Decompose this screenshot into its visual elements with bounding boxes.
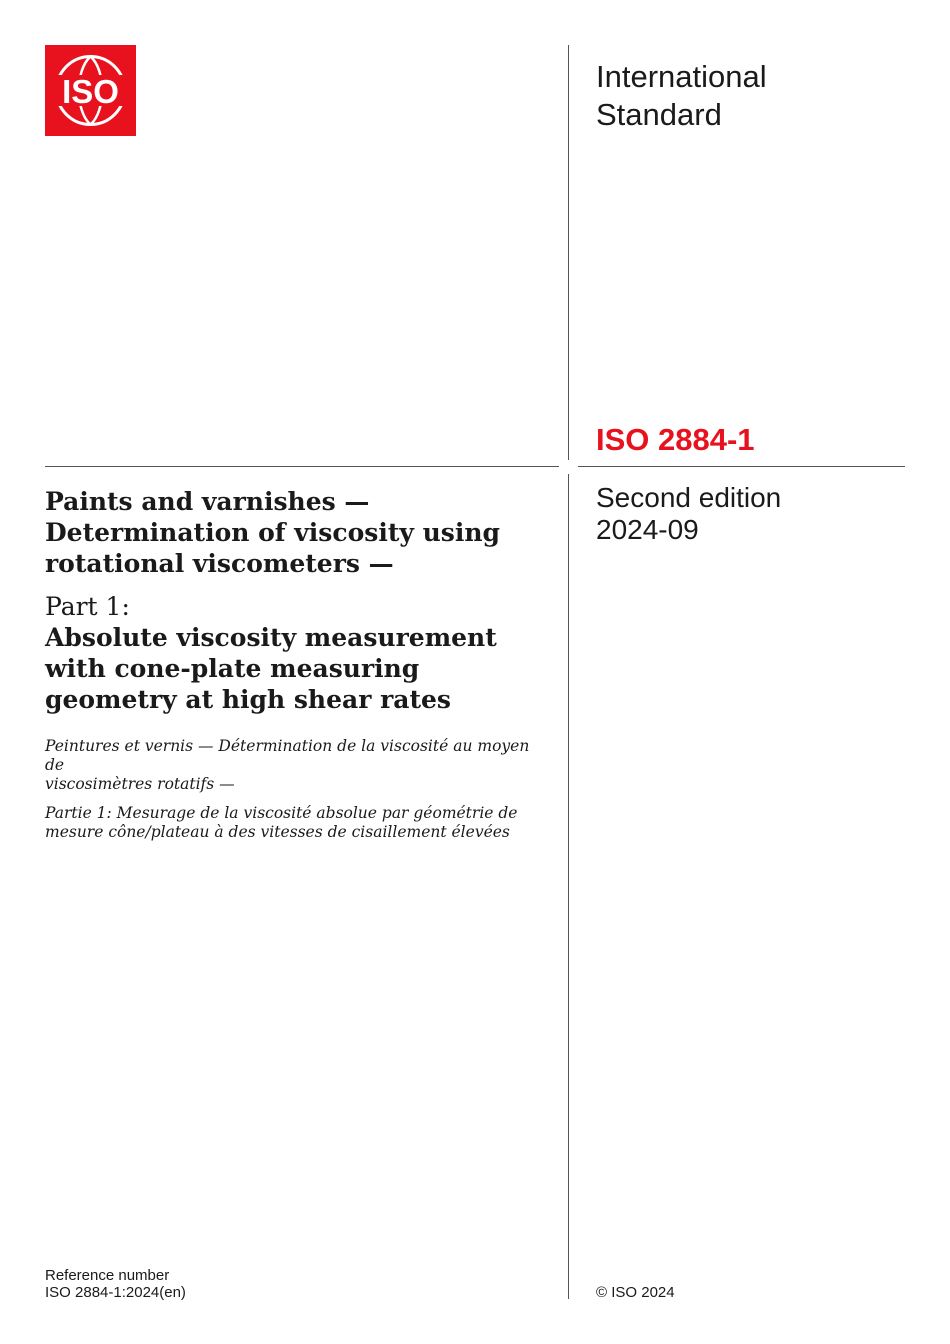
- document-type: [596, 58, 767, 134]
- main-title-line: Paints and varnishes —: [45, 487, 370, 516]
- french-part-line: Partie 1: Mesurage de la viscosité absolue par géométrie de: [45, 804, 518, 822]
- part-label: Part 1:: [45, 592, 130, 621]
- reference-number: [45, 1267, 186, 1301]
- part-title-line: Absolute viscosity measurement: [45, 623, 497, 652]
- edition-info: [596, 482, 781, 546]
- part-title-line: geometry at high shear rates: [45, 685, 451, 714]
- document-number: ISO 2884-1: [596, 422, 755, 457]
- french-title-line: Peintures et vernis — Détermination de la viscosité au moyen de: [45, 737, 530, 774]
- main-title-line: rotational viscometers —: [45, 549, 394, 578]
- part-title-line: with cone-plate measuring: [45, 654, 420, 683]
- iso-logo: [45, 45, 136, 136]
- document-type-line: Standard: [596, 97, 722, 132]
- edition-date: 2024-09: [596, 514, 699, 545]
- document-type-line: International: [596, 59, 767, 94]
- reference-label: Reference number: [45, 1267, 170, 1284]
- french-part-line: mesure cône/plateau à des vitesses de cisaillement élevées: [45, 823, 510, 841]
- svg-text:ISO: ISO: [62, 73, 119, 110]
- main-title-line: Determination of viscosity using: [45, 518, 501, 547]
- french-title: [45, 737, 550, 794]
- copyright-notice: © ISO 2024: [596, 1284, 675, 1301]
- vertical-divider-top: [568, 45, 569, 460]
- title-block: [45, 486, 550, 842]
- french-title-line: viscosimètres rotatifs —: [45, 775, 235, 793]
- reference-value: ISO 2884-1:2024(en): [45, 1284, 186, 1301]
- horizontal-divider-right: [578, 466, 905, 467]
- vertical-divider-bottom: [568, 474, 569, 1299]
- french-part-title: [45, 804, 550, 842]
- horizontal-divider-left: [45, 466, 559, 467]
- edition-label: Second edition: [596, 482, 782, 513]
- part-title: [45, 622, 550, 715]
- main-title: [45, 486, 550, 579]
